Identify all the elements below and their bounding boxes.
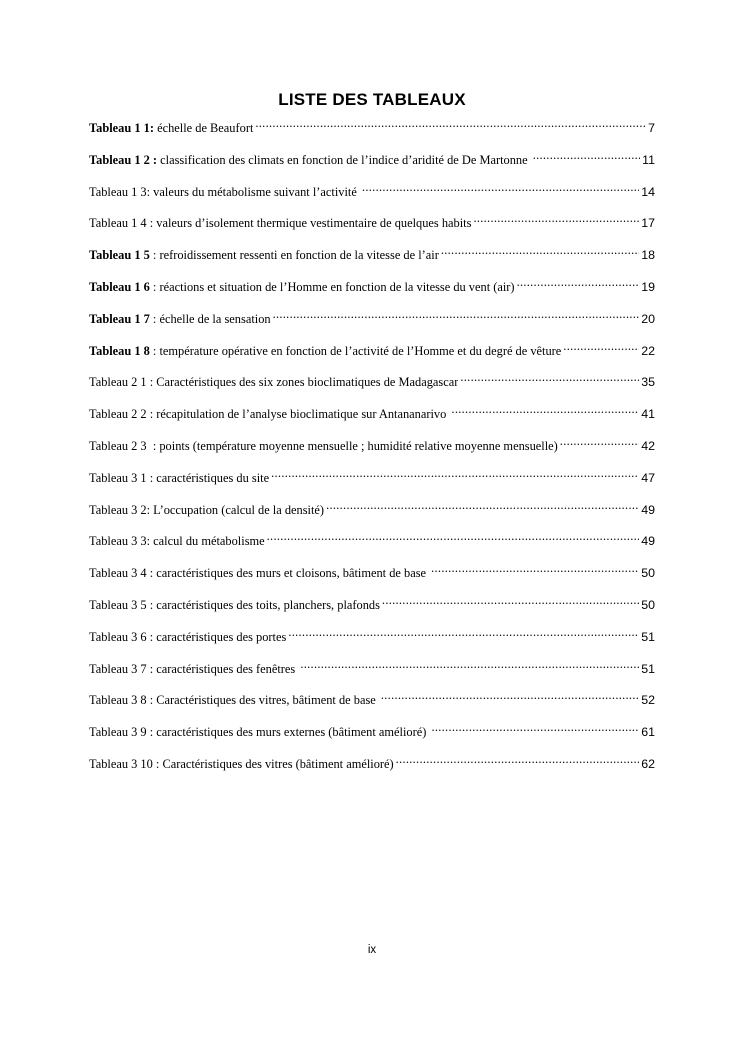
toc-entry-description: valeurs du métabolisme suivant l’activité: [150, 184, 360, 199]
toc-entry-page-number: 50: [641, 597, 655, 612]
toc-entry-text: [89, 437, 558, 455]
toc-entry-description: caractéristiques des murs externes (bâtiment amélioré): [153, 725, 430, 740]
toc-entry-page-number: 52: [641, 693, 655, 708]
toc-entry[interactable]: [89, 691, 655, 723]
toc-entry[interactable]: [89, 564, 655, 596]
table-list: [89, 119, 655, 787]
toc-entry-description: classification des climats en fonction de l’indice d’aridité de De Martonne: [157, 152, 531, 167]
toc-entry[interactable]: [89, 755, 655, 787]
toc-entry-text: [89, 310, 271, 328]
toc-entry-text: [89, 501, 324, 519]
toc-entry-text: [89, 119, 253, 137]
toc-entry-label: Tableau 1 6: [89, 279, 150, 294]
toc-entry[interactable]: [89, 628, 655, 660]
toc-entry[interactable]: [89, 119, 655, 151]
toc-entry-text: [89, 183, 360, 201]
toc-entry-description: : température opérative en fonction de l’activité de l’Homme et du degré de vêture: [149, 343, 562, 358]
toc-entry-description: caractéristiques des fenêtres: [153, 661, 299, 676]
toc-entry-description: Caractéristiques des vitres, bâtiment de base: [153, 693, 379, 708]
dot-leader: [563, 342, 639, 354]
toc-entry-text: [89, 151, 531, 169]
toc-entry-description: échelle de Beaufort: [153, 121, 254, 135]
toc-entry-label: Tableau 1 2 :: [89, 152, 158, 167]
toc-entry-description: calcul du métabolisme: [150, 534, 265, 549]
toc-entry-text: [89, 691, 379, 709]
toc-entry-text: [89, 755, 394, 773]
toc-entry-label: Tableau 2 2 :: [89, 407, 154, 422]
toc-entry-label: Tableau 3 2:: [89, 502, 151, 517]
dot-leader: [382, 597, 639, 609]
toc-entry-label: Tableau 3 6 :: [89, 629, 154, 644]
toc-entry-label: Tableau 3 9 :: [89, 725, 154, 740]
toc-entry-page-number: 49: [641, 502, 655, 517]
toc-entry-page-number: 18: [641, 248, 655, 263]
toc-entry-page-number: 61: [641, 725, 655, 740]
dot-leader: [441, 247, 639, 259]
toc-entry-description: récapitulation de l’analyse bioclimatique sur Antananarivo: [153, 407, 450, 422]
toc-entry[interactable]: [89, 342, 655, 374]
toc-entry-page-number: 49: [641, 534, 655, 549]
toc-entry-description: Caractéristiques des vitres (bâtiment amélioré): [159, 756, 394, 771]
toc-entry[interactable]: [89, 405, 655, 437]
toc-entry-page-number: 51: [641, 661, 655, 676]
toc-entry[interactable]: [89, 310, 655, 342]
dot-leader: [431, 565, 639, 577]
dot-leader: [381, 692, 639, 704]
toc-entry-label: Tableau 2 3: [89, 438, 147, 453]
dot-leader: [300, 660, 639, 672]
toc-entry[interactable]: [89, 214, 655, 246]
dot-leader: [273, 310, 640, 322]
toc-entry-label: Tableau 3 8 :: [89, 693, 154, 708]
toc-entry-page-number: 14: [641, 184, 655, 199]
toc-entry-description: L’occupation (calcul de la densité): [150, 502, 325, 517]
toc-entry-label: Tableau 1 4 :: [89, 216, 154, 231]
toc-entry-page-number: 41: [641, 407, 655, 422]
toc-entry-label: Tableau 1 8: [89, 343, 150, 358]
toc-entry-text: [89, 532, 265, 550]
dot-leader: [460, 374, 639, 386]
toc-entry-text: [89, 660, 298, 678]
toc-entry-text: [89, 628, 286, 646]
toc-entry-label: Tableau 3 5 :: [89, 597, 154, 612]
dot-leader: [473, 215, 639, 227]
toc-entry[interactable]: [89, 532, 655, 564]
toc-entry-label: Tableau 3 7 :: [89, 661, 154, 676]
dot-leader: [396, 756, 640, 768]
toc-entry-description: caractéristiques des toits, planchers, plafonds: [153, 597, 380, 612]
toc-entry-description: : échelle de la sensation: [149, 311, 271, 326]
toc-entry-description: : points (température moyenne mensuelle ; humidité relative moyenne mensuelle): [146, 438, 558, 453]
toc-entry[interactable]: [89, 596, 655, 628]
toc-entry-text: [89, 469, 269, 487]
toc-entry[interactable]: [89, 246, 655, 278]
toc-entry-label: Tableau 1 7: [89, 311, 150, 326]
toc-entry-label: Tableau 3 4 :: [89, 566, 154, 581]
toc-entry-page-number: 19: [641, 279, 655, 294]
page-number-footer: ix: [367, 944, 377, 956]
toc-entry-page-number: 50: [641, 566, 655, 581]
toc-entry-text: [89, 278, 515, 296]
dot-leader: [451, 406, 639, 418]
toc-entry-label: Tableau 3 10 :: [89, 756, 160, 771]
dot-leader: [271, 469, 639, 481]
toc-entry-text: [89, 214, 471, 232]
dot-leader: [431, 724, 639, 736]
toc-entry-page-number: 35: [641, 375, 655, 390]
toc-entry[interactable]: [89, 373, 655, 405]
toc-entry[interactable]: [89, 151, 655, 183]
toc-entry-page-number: 22: [641, 343, 655, 358]
toc-entry-description: : réactions et situation de l’Homme en fonction de la vitesse du vent (air): [149, 279, 515, 294]
toc-entry-label: Tableau 1 5: [89, 248, 150, 263]
toc-entry-page-number: 51: [641, 629, 655, 644]
toc-entry[interactable]: [89, 469, 655, 501]
dot-leader: [517, 279, 640, 291]
toc-entry-label: Tableau 3 3:: [89, 534, 151, 549]
toc-entry-page-number: 20: [641, 311, 655, 326]
toc-entry[interactable]: [89, 501, 655, 533]
toc-entry-description: caractéristiques des murs et cloisons, bâtiment de base: [153, 566, 430, 581]
dot-leader: [533, 151, 640, 163]
toc-entry-page-number: 17: [641, 216, 655, 231]
toc-entry[interactable]: [89, 437, 655, 469]
toc-entry[interactable]: [89, 723, 655, 755]
dot-leader: [288, 628, 639, 640]
toc-entry-page-number: 47: [641, 470, 655, 485]
toc-entry-text: [89, 564, 429, 582]
toc-entry[interactable]: [89, 278, 655, 310]
toc-entry-text: [89, 596, 380, 614]
page-title: LISTE DES TABLEAUX: [278, 90, 466, 109]
toc-entry-page-number: 7: [648, 121, 655, 135]
toc-entry-text: [89, 405, 449, 423]
toc-entry-text: [89, 246, 439, 264]
toc-entry-text: [89, 373, 458, 391]
dot-leader: [362, 183, 639, 195]
toc-entry-text: [89, 723, 429, 741]
toc-entry-label: Tableau 1 3:: [89, 184, 151, 199]
toc-entry-page-number: 62: [641, 756, 655, 771]
toc-entry-text: [89, 342, 561, 360]
toc-entry-description: Caractéristiques des six zones bioclimatiques de Madagascar: [153, 375, 459, 390]
toc-entry-description: valeurs d’isolement thermique vestimentaire de quelques habits: [153, 216, 472, 231]
toc-entry[interactable]: [89, 660, 655, 692]
toc-entry-page-number: 42: [641, 438, 655, 453]
toc-entry-page-number: 11: [642, 152, 655, 167]
toc-entry-label: Tableau 3 1 :: [89, 470, 154, 485]
toc-entry-description: caractéristiques du site: [153, 470, 270, 485]
toc-entry-label: Tableau 1 1:: [89, 121, 154, 135]
dot-leader: [560, 438, 639, 450]
toc-entry[interactable]: [89, 183, 655, 215]
dot-leader: [326, 501, 639, 513]
toc-entry-label: Tableau 2 1 :: [89, 375, 154, 390]
toc-entry-description: caractéristiques des portes: [153, 629, 287, 644]
toc-entry-description: : refroidissement ressenti en fonction de la vitesse de l’air: [149, 248, 439, 263]
dot-leader: [267, 533, 640, 545]
dot-leader: [255, 120, 646, 132]
